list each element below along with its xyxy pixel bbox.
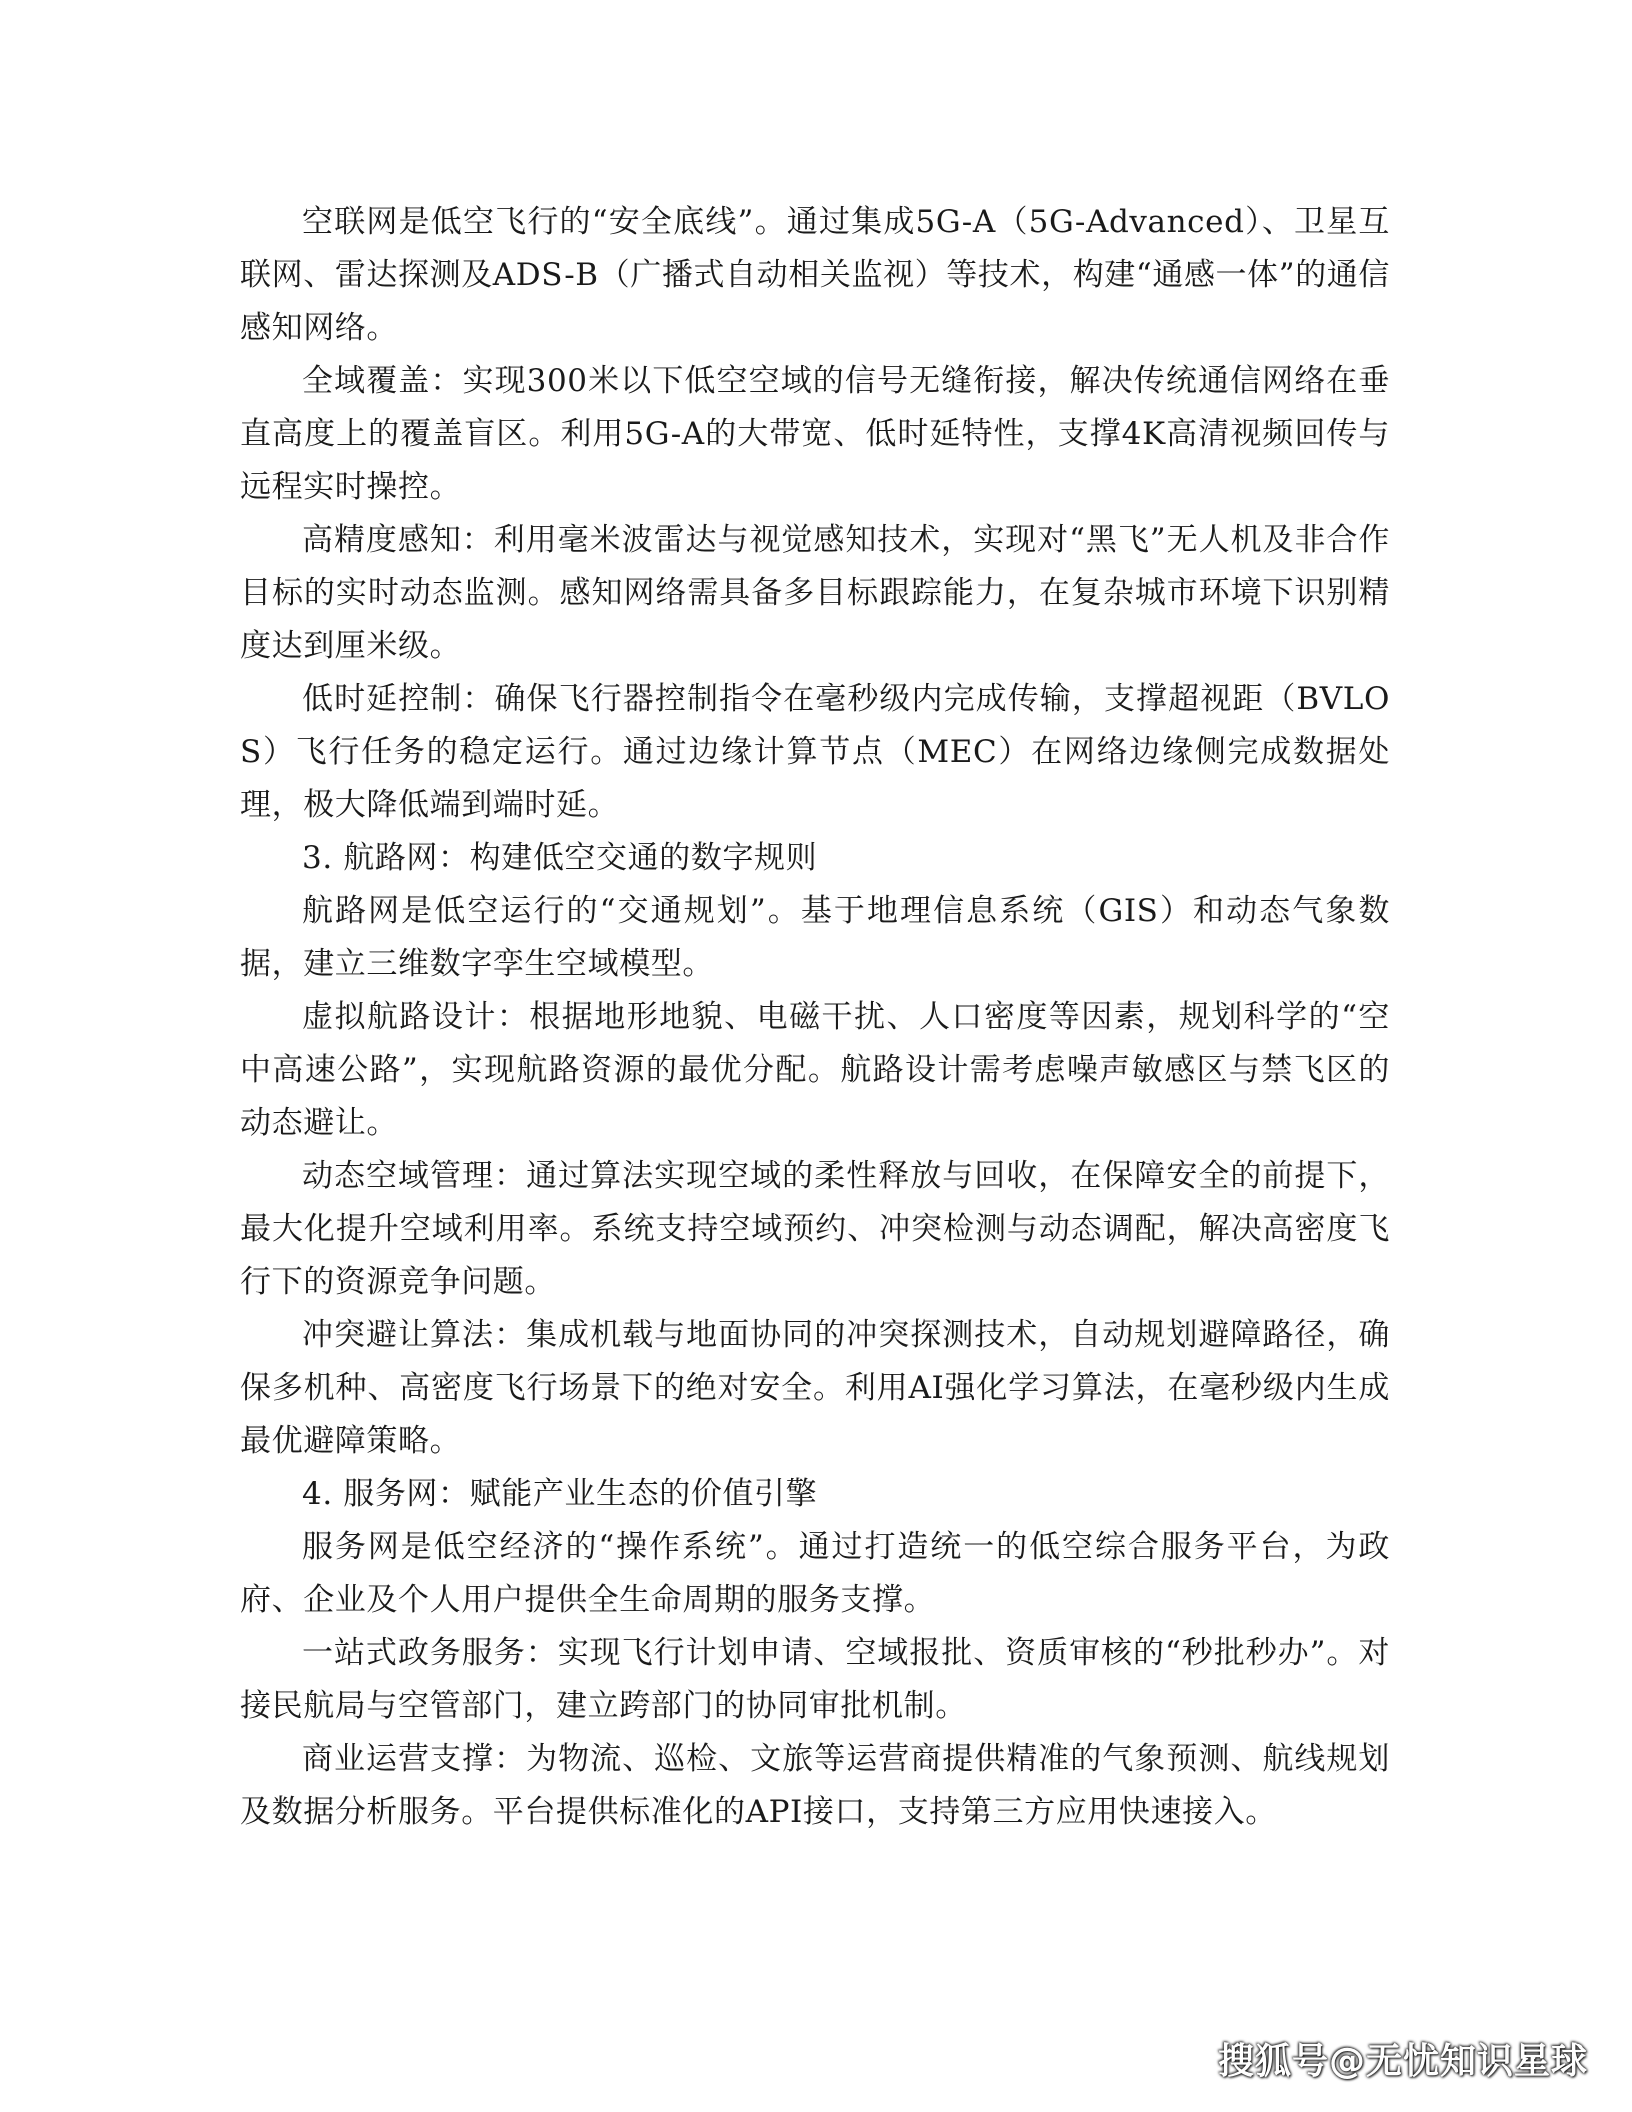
paragraph-virtual-route-design: 虚拟航路设计：根据地形地貌、电磁干扰、人口密度等因素，规划科学的“空中高速公路”，实现航路资源的最优分配。航路设计需考虑噪声敏感区与禁飞区的动态避让。 (240, 999, 1390, 1141)
paragraph-full-coverage: 全域覆盖：实现300米以下低空空域的信号无缝衔接，解决传统通信网络在垂直高度上的覆盖盲区。利用5G-A的大带宽、低时延特性，支撑4K高清视频回传与远程实时操控。 (240, 363, 1390, 505)
section-heading-route-network: 3. 航路网：构建低空交通的数字规则 (302, 840, 818, 876)
paragraph-route-network-intro: 航路网是低空运行的“交通规划”。基于地理信息系统（GIS）和动态气象数据，建立三维数字孪生空域模型。 (240, 893, 1390, 982)
paragraph-conflict-avoidance: 冲突避让算法：集成机载与地面协同的冲突探测技术，自动规划避障路径，确保多机种、高密度飞行场景下的绝对安全。利用AI强化学习算法，在毫秒级内生成最优避障策略。 (240, 1317, 1390, 1459)
paragraph-air-network-intro: 空联网是低空飞行的“安全底线”。通过集成5G-A（5G-Advanced）、卫星互联网、雷达探测及ADS-B（广播式自动相关监视）等技术，构建“通感一体”的通信感知网络。 (240, 204, 1390, 346)
source-watermark: 搜狐号@无忧知识星球 (1217, 2041, 1588, 2082)
paragraph-low-latency-control: 低时延控制：确保飞行器控制指令在毫秒级内完成传输，支撑超视距（BVLOS）飞行任务的稳定运行。通过边缘计算节点（MEC）在网络边缘侧完成数据处理，极大降低端到端时延。 (240, 681, 1390, 823)
paragraph-service-network-intro: 服务网是低空经济的“操作系统”。通过打造统一的低空综合服务平台，为政府、企业及个人用户提供全生命周期的服务支撑。 (240, 1529, 1390, 1618)
paragraph-high-precision-sensing: 高精度感知：利用毫米波雷达与视觉感知技术，实现对“黑飞”无人机及非合作目标的实时动态监测。感知网络需具备多目标跟踪能力，在复杂城市环境下识别精度达到厘米级。 (240, 522, 1390, 664)
paragraph-government-service: 一站式政务服务：实现飞行计划申请、空域报批、资质审核的“秒批秒办”。对接民航局与空管部门，建立跨部门的协同审批机制。 (240, 1635, 1390, 1724)
section-heading-service-network: 4. 服务网：赋能产业生态的价值引擎 (302, 1476, 818, 1512)
paragraph-commercial-support: 商业运营支撑：为物流、巡检、文旅等运营商提供精准的气象预测、航线规划及数据分析服务。平台提供标准化的API接口，支持第三方应用快速接入。 (240, 1741, 1390, 1830)
document-body (240, 196, 1390, 1839)
paragraph-dynamic-airspace: 动态空域管理：通过算法实现空域的柔性释放与回收，在保障安全的前提下，最大化提升空域利用率。系统支持空域预约、冲突检测与动态调配，解决高密度飞行下的资源竞争问题。 (240, 1158, 1390, 1300)
